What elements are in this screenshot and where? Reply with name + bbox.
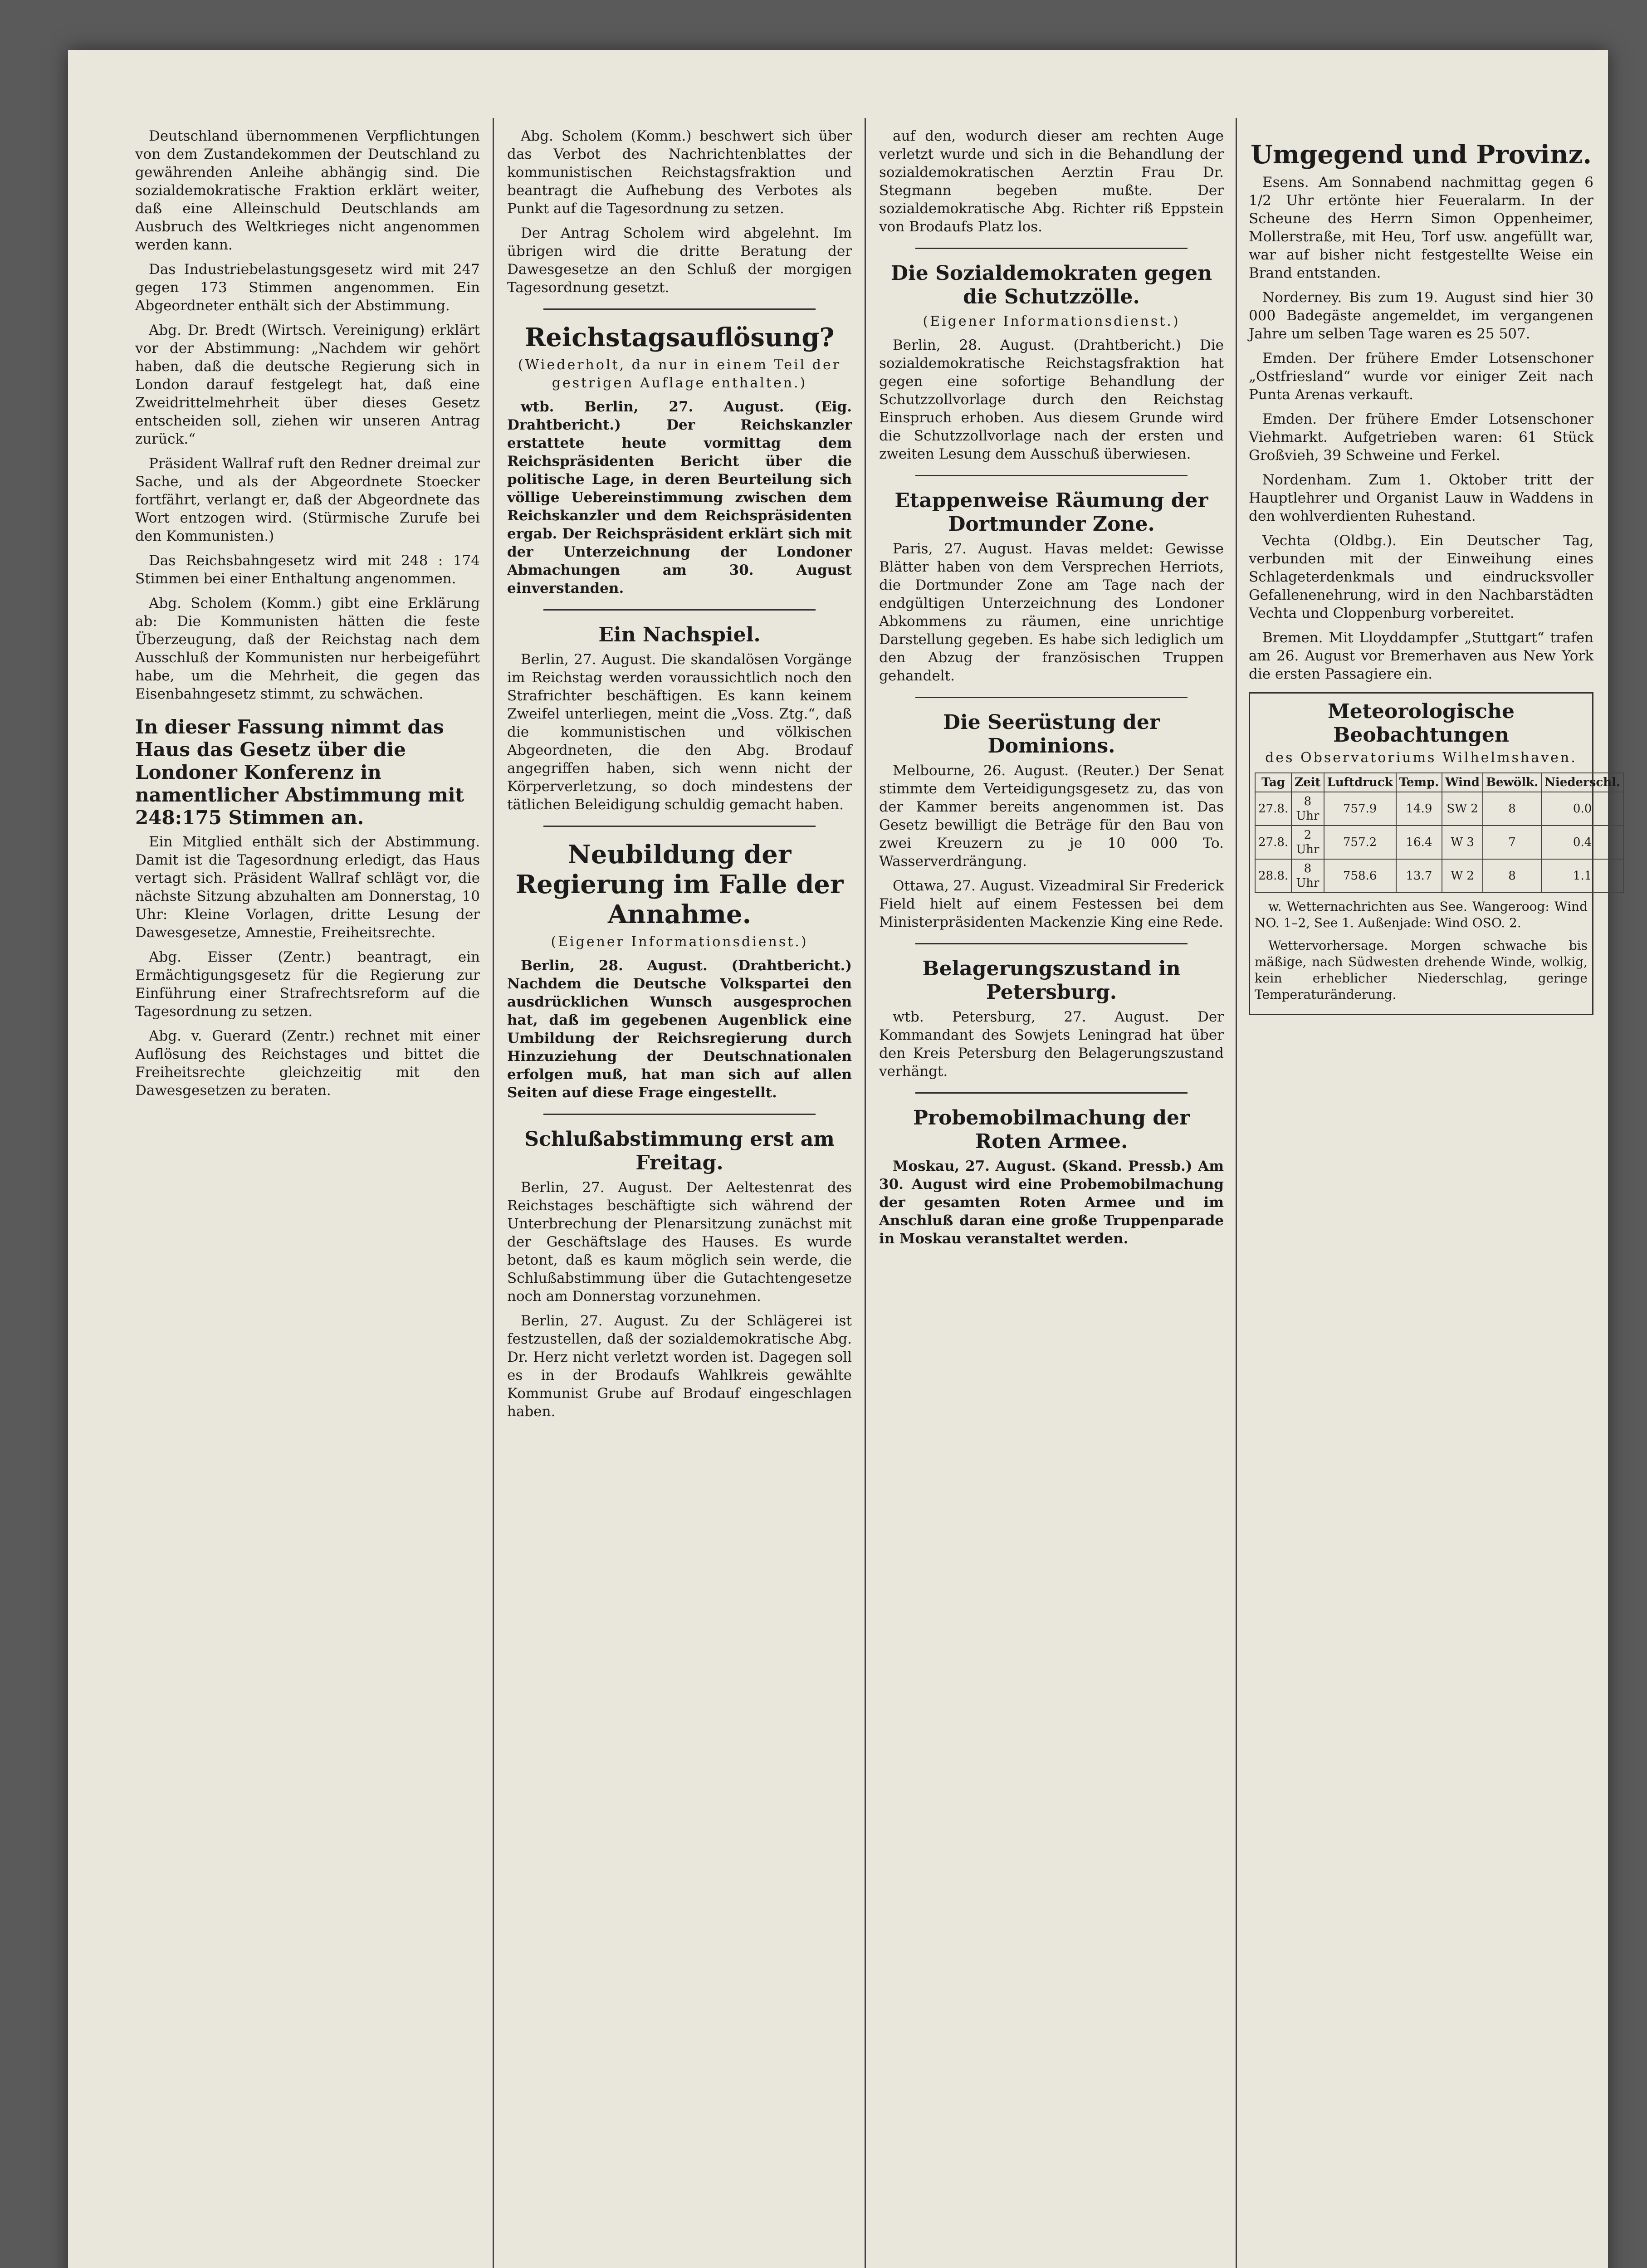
article-subline: (Eigener Informationsdienst.) [551, 934, 808, 950]
paragraph: Abg. Dr. Bredt (Wirtsch. Vereinigung) erklärt vor der Abstimmung: „Nachdem wir gehört haben, daß die deutsche Regierung sich in London darauf festgelegt hat, daß eine Zweidrittelmehrheit über dieses Gesetz entscheiden soll, ziehen wir unseren Antrag zurück.“ [135, 322, 480, 447]
article-subline: (Wiederholt, da nur in einem Teil der gestrigen Auflage enthalten.) [518, 357, 841, 391]
cell: 27.8. [1255, 826, 1291, 859]
paragraph: Abg. Scholem (Komm.) beschwert sich über das Verbot des Nachrichtenblattes der kommunistischen Reichstagsfraktion und beantragt die Aufhebung des Verbotes als Punkt auf die Tagesordnung zu setzen. [507, 128, 852, 217]
paragraph: Präsident Wallraf ruft den Redner dreimal zur Sache, und als der Abgeordnete Stoecker fortfährt, verlangt er, daß der Abgeordnete das Wort entzogen wird. (Stürmische Zurufe bei den Kommunisten.) [135, 455, 480, 544]
column-2 [507, 127, 852, 1427]
cell: 758.6 [1324, 859, 1396, 893]
paragraph: auf den, wodurch dieser am rechten Auge verletzt wurde und sich in die Behandlung der sozialdemokratischen Aerztin Frau Dr. Stegmann begeben mußte. Der sozialdemokratische Abg. Richter riß Eppstein von Brodaufs Platz los. [879, 128, 1224, 235]
cell: W 3 [1442, 826, 1483, 859]
column-rule [493, 118, 494, 2268]
table-header: Niederschl. [1541, 773, 1623, 792]
paragraph: Emden. Der frühere Emder Lotsenschoner Viehmarkt. Aufgetrieben waren: 61 Stück Großvieh, 39 Schweine und Ferkel. [1249, 411, 1593, 464]
weather-table [1255, 772, 1624, 893]
cell: 757.2 [1324, 826, 1396, 859]
paragraph: Das Industriebelastungsgesetz wird mit 247 gegen 173 Stimmen angenommen. Ein Abgeordneter enthält sich der Abstimmung. [135, 261, 480, 314]
paragraph: Deutschland übernommenen Verpflichtungen von dem Zustandekommen der Deutschland zu gewährenden Anleihe abhängig sind. Die sozialdemokratische Fraktion erklärt weiter, daß eine Alleinschuld Deutschlands am Ausbruch des Weltkrieges nicht angenommen werden kann. [135, 128, 480, 253]
cell: 8 [1483, 792, 1541, 826]
divider [543, 826, 816, 827]
paragraph: Ottawa, 27. August. Vizeadmiral Sir Frederick Field hielt auf einem Festessen bei dem Ministerpräsidenten Mackenzie King eine Rede. [879, 878, 1224, 930]
vote-headline: In dieser Fassung nimmt das Haus das Gesetz über die Londoner Konferenz in namentlicher Abstimmung mit 248:175 Stimmen an. [135, 716, 464, 829]
article-subline: (Eigener Informationsdienst.) [923, 313, 1180, 329]
paragraph: Berlin, 27. August. Der Aeltestenrat des Reichstages beschäftigte sich während der Unterbrechung der Plenarsitzung zunächst mit der Geschäftslage des Hauses. Es wurde betont, daß es kaum möglich sein werde, die Schlußabstimmung über die Gutachtengesetze noch am Donnerstag vorzunehmen. [507, 1179, 852, 1305]
paragraph: Moskau, 27. August. (Skand. Pressb.) Am 30. August wird eine Probemobilmachung der gesamten Roten Armee und im Anschluß daran eine große Truppenparade in Moskau veranstaltet werden. [879, 1158, 1224, 1247]
divider [915, 1092, 1188, 1094]
paragraph: Paris, 27. August. Havas meldet: Gewisse Blätter haben von dem Versprechen Herriots, die Dortmunder Zone am Tage nach der endgültigen Unterzeichnung des Londoner Abkommens zu räumen, eine unrichtige Darstellung gegeben. Es habe sich lediglich um den Abzug der französischen Truppen gehandelt. [879, 541, 1224, 684]
cell: 757.9 [1324, 792, 1396, 826]
column-3 [879, 127, 1224, 1254]
divider [915, 248, 1188, 249]
cell: SW 2 [1442, 792, 1483, 826]
paragraph: Ein Mitglied enthält sich der Abstimmung. Damit ist die Tagesordnung erledigt, das Haus vertagt sich. Präsident Wallraf schlägt vor, die nächste Sitzung abzuhalten am Donnerstag, 10 Uhr: Kleine Vorlagen, dritte Lesung der Dawesgesetze, Amnestie, Freiheitsrechte. [135, 834, 480, 941]
column-rule [865, 118, 866, 2268]
paragraph: Das Reichsbahngesetz wird mit 248 : 174 Stimmen bei einer Enthaltung angenommen. [135, 552, 480, 587]
table-row [1255, 859, 1623, 893]
table-header: Zeit [1291, 773, 1324, 792]
cell: 2 Uhr [1291, 826, 1324, 859]
article-headline: Reichstagsauflösung? [524, 323, 835, 352]
weather-forecast: Wettervorhersage. Morgen schwache bis mäßige, nach Südwesten drehende Winde, wolkig, kein erheblicher Niederschlag, geringe Temperaturänderung. [1255, 938, 1588, 1002]
paragraph: Norderney. Bis zum 19. August sind hier 30 000 Badegäste angemeldet, im vergangenen Jahre um selben Tage waren es 25 507. [1249, 289, 1593, 342]
paragraph: Melbourne, 26. August. (Reuter.) Der Senat stimmte dem Verteidigungsgesetz zu, das von der Kammer bereits angenommen ist. Das Gesetz bewilligt die Beträge für den Bau von zwei Kreuzern zu je 10 000 To. Wasserverdrängung. [879, 763, 1224, 870]
table-header: Tag [1255, 773, 1291, 792]
table-row [1255, 792, 1623, 826]
cell: 14.9 [1396, 792, 1442, 826]
weather-title: Meteorologische Beobachtungen [1328, 700, 1515, 747]
article-headline: Probemobilmachung der Roten Armee. [913, 1106, 1190, 1153]
paragraph: Abg. Eisser (Zentr.) beantragt, ein Ermächtigungsgesetz für die Regierung zur Einführung einer Strafrechtsreform auf die Tagesordnung zu setzen. [135, 949, 480, 1020]
article-headline: Belagerungszustand in Petersburg. [922, 957, 1181, 1004]
cell: 28.8. [1255, 859, 1291, 893]
divider [915, 475, 1188, 476]
paragraph: Vechta (Oldbg.). Ein Deutscher Tag, verbunden mit der Einweihung eines Schlageterdenkmals und eindrucksvoller Gefallenenehrung, wird in den Nachbarstädten Vechta und Cloppenburg vorbereitet. [1249, 533, 1593, 621]
column-4 [1249, 127, 1621, 1015]
section-headline: Umgegend und Provinz. [1251, 140, 1592, 170]
cell: 27.8. [1255, 792, 1291, 826]
newspaper-page [68, 50, 1621, 2268]
divider [543, 609, 816, 611]
paragraph: Esens. Am Sonnabend nachmittag gegen 6 1/2 Uhr ertönte hier Feueralarm. In der Scheune des Herrn Simon Oppenheimer, Mollerstraße, mit Heu, Torf usw. angefüllt war, war auf bisher nicht festgestellte Weise ein Brand entstanden. [1249, 174, 1593, 281]
weather-table-box [1249, 692, 1621, 1015]
paragraph: Abg. Scholem (Komm.) gibt eine Erklärung ab: Die Kommunisten hätten die feste Überzeugung, daß der Reichstag nach dem Ausschluß der Kommunisten nur herbeigeführt habe, um die Mehrheit, die gegen das Eisenbahngesetz stimmt, zu schwächen. [135, 595, 480, 702]
weather-note: w. Wetternachrichten aus See. Wangeroog: Wind NO. 1–2, See 1. Außenjade: Wind OSO. 2. [1255, 899, 1588, 930]
cell: W 2 [1442, 859, 1483, 893]
cell: 0.4 [1541, 826, 1623, 859]
paragraph: Nordenham. Zum 1. Oktober tritt der Hauptlehrer und Organist Lauw in Waddens in den wohlverdienten Ruhestand. [1249, 472, 1593, 524]
column-rule [1236, 118, 1237, 2268]
table-header: Wind [1442, 773, 1483, 792]
table-header: Bewölk. [1483, 773, 1541, 792]
paragraph: Berlin, 28. August. (Drahtbericht.) Die sozialdemokratische Reichstagsfraktion hat gegen eine sofortige Behandlung der Schutzzollvorlage durch den Reichstag Einspruch erhoben. Aus diesem Grunde wird die Schutzzollvorlage nach der ersten und zweiten Lesung dem Ausschuß überwiesen. [879, 337, 1224, 462]
paragraph: wtb. Berlin, 27. August. (Eig. Drahtbericht.) Der Reichskanzler erstattete heute vormittag dem Reichspräsidenten Bericht über die politische Lage, in deren Beurteilung sich völlige Uebereinstimmung zwischen dem Reichskanzler und dem Reichspräsidenten ergab. Der Reichspräsident erklärt sich mit der Unterzeichnung der Londoner Abmachungen am 30. August einverstanden. [507, 399, 852, 596]
cell: 8 Uhr [1291, 859, 1324, 893]
paragraph: Berlin, 27. August. Zu der Schlägerei ist festzustellen, daß der sozialdemokratische Abg. Dr. Herz nicht verletzt worden ist. Dagegen soll es in der Brodaufs Wahlkreis gewählte Kommunist Grube auf Brodauf eingeschlagen haben. [507, 1313, 852, 1420]
article-headline: Schlußabstimmung erst am Freitag. [524, 1128, 835, 1174]
article-headline: Neubildung der Regierung im Falle der Annahme. [515, 840, 844, 929]
paragraph: Bremen. Mit Lloyddampfer „Stuttgart“ trafen am 26. August vor Bremerhaven aus New York die ersten Passagiere ein. [1249, 630, 1593, 682]
weather-subtitle: des Observatoriums Wilhelmshaven. [1265, 750, 1577, 766]
paragraph: wtb. Petersburg, 27. August. Der Kommandant des Sowjets Leningrad hat über den Kreis Petersburg den Belagerungszustand verhängt. [879, 1009, 1224, 1080]
table-row [1255, 826, 1623, 859]
paragraph: Berlin, 27. August. Die skandalösen Vorgänge im Reichstag werden voraussichtlich noch den Strafrichter beschäftigen. Es kann keinem Zweifel unterliegen, meint die „Voss. Ztg.“, daß die kommunistischen und völkischen Abgeordneten, die den Abg. Brodauf angegriffen haben, sich wenn nicht der Körperverletzung, so doch mindestens der tätlichen Beleidigung schuldig gemacht haben. [507, 651, 852, 813]
paragraph: Abg. v. Guerard (Zentr.) rechnet mit einer Auflösung des Reichstages und bittet die Freiheitsrechte gleichzeitig mit den Dawesgesetzen zu beraten. [135, 1028, 480, 1099]
article-headline: Etappenweise Räumung der Dortmunder Zone. [894, 489, 1208, 536]
paragraph: Berlin, 28. August. (Drahtbericht.) Nachdem die Deutsche Volkspartei den ausdrücklichen Wunsch ausgesprochen hat, daß im gegebenen Augenblick eine Umbildung der Reichsregierung durch Hinzuziehung der Deutschnationalen erfolgen muß, hat man sich auf allen Seiten auf diese Frage eingestellt. [507, 958, 852, 1101]
divider [543, 308, 816, 310]
article-headline: Die Sozialdemokraten gegen die Schutzzölle. [890, 262, 1212, 308]
divider [915, 943, 1188, 944]
cell: 13.7 [1396, 859, 1442, 893]
column-1 [135, 127, 480, 1106]
cell: 8 [1483, 859, 1541, 893]
cell: 1.1 [1541, 859, 1623, 893]
cell: 16.4 [1396, 826, 1442, 859]
article-headline: Ein Nachspiel. [598, 623, 761, 646]
article-headline: Die Seerüstung der Dominions. [943, 711, 1160, 758]
cell: 0.0 [1541, 792, 1623, 826]
divider [915, 697, 1188, 698]
cell: 7 [1483, 826, 1541, 859]
divider [543, 1114, 816, 1115]
cell: 8 Uhr [1291, 792, 1324, 826]
paragraph: Emden. Der frühere Emder Lotsenschoner „Ostfriesland“ wurde vor einiger Zeit nach Punta Arenas verkauft. [1249, 350, 1593, 403]
table-header: Temp. [1396, 773, 1442, 792]
paragraph: Der Antrag Scholem wird abgelehnt. Im übrigen wird die dritte Beratung der Dawesgesetze an den Schluß der morgigen Tagesordnung gesetzt. [507, 225, 852, 296]
table-header: Luftdruck [1324, 773, 1396, 792]
